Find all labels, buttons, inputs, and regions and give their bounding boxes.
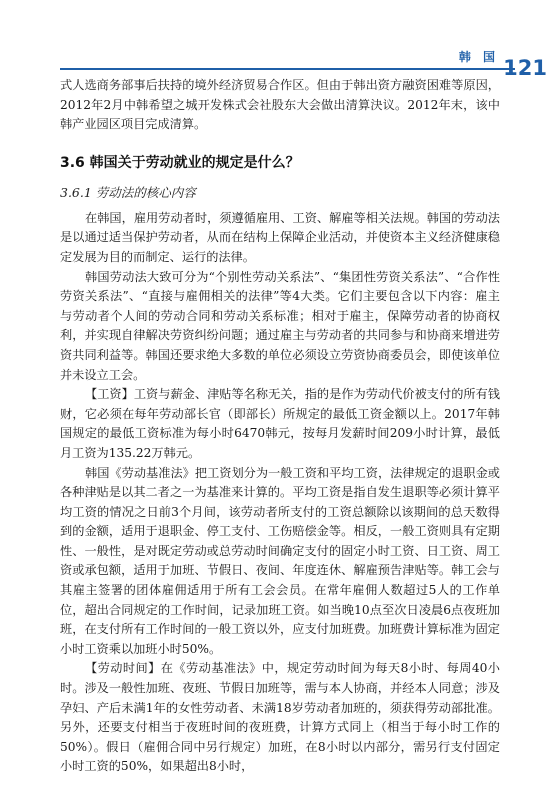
- paragraph-continued: 式人选商务部事后扶持的境外经济贸易合作区。但由于韩出资方融资困难等原因，2012年2月中韩希望之城开发株式会社股东大会做出清算決议。2012年末，该中韩产业园区项目完成清算。: [60, 78, 500, 132]
- header-rule: [60, 68, 515, 70]
- section-title: 3.6 韩国关于劳动就业的规定是什么？: [60, 154, 300, 171]
- page-body: [60, 76, 500, 777]
- running-header-country: 韩 国: [458, 50, 499, 64]
- paragraph-labor-standards-act: 韩国《劳动基准法》把工资划分为一般工资和平均工资，法律规定的退职金或各种津贴是以其二者之一为基准来计算的。平均工资是指自发生退职等必须计算平均工资的情况之日前3个月间，该劳动者所支付的工资总额除以该期间的总天数得到的金额，适用于退职金、停工支付、工伤赔偿金等。相反，一般工资则具有定期性、一般性，是对既定劳动或总劳动时间确定支付的固定小时工资、日工资、周工资或承包额，适用于加班、节假日、夜间、年度连休、解雇预告津贴等。韩工会与其雇主签署的团体雇佣适用于所有工会会员。在常年雇佣人数超过5人的工作单位，超出合同规定的工作时间，记录加班工资。如当晚10点至次日凌晨6点夜班加班，在支付所有工作时间的一般工资以外，应支付加班费。加班费计算标准为固定小时工资乘以加班小时50%。: [60, 465, 500, 656]
- subsection-title: 3.6.1 劳动法的核心内容: [60, 184, 196, 200]
- paragraph-wages: 【工资】工资与薪金、津贴等名称无关，指的是作为劳动代价被支付的所有钱财，它必须在每年劳动部长官（即部长）所规定的最低工资金额以上。2017年韩国规定的最低工资标准为每小时6470韩元，按每月发薪时间209小时计算，最低月工资为135.22万韩元。: [60, 387, 500, 460]
- paragraph-intro: 在韩国，雇用劳动者时，须遵循雇用、工资、解雇等相关法规。韩国的劳动法是以通过适当保护劳动者，从而在结构上保障企业活动，并使资本主义经济健康稳定发展为目的而制定、运行的法律。: [60, 210, 500, 264]
- page-number: 121: [503, 56, 547, 80]
- paragraph-categories: 韩国劳动法大致可分为“个别性劳动关系法”、“集团性劳资关系法”、“合作性劳资关系法”、“直接与雇佣相关的法律”等4大类。它们主要包含以下内容：雇主与劳动者个人间的劳动合同和劳动关系标准；相对于雇主，保障劳动者的协商权利，并实现自律解决劳资纠纷问题；通过雇主与劳动者的共同参与和协商来增进劳资共同利益等。韩国还要求绝大多数的单位必须设立劳资协商委员会，即使该单位并未设立工会。: [60, 269, 500, 382]
- page-header: [0, 0, 559, 80]
- paragraph-working-hours: 【劳动时间】在《劳动基准法》中，规定劳动时间为每天8小时、每周40小时。涉及一般性加班、夜班、节假日加班等，需与本人协商，并经本人同意；涉及孕妇、产后未满1年的女性劳动者、未满18岁劳动者加班的，须获得劳动部批准。另外，还要支付相当于夜班时间的夜班费，计算方式同上（相当于每小时工作的50%）。假日（雇佣合同中另行规定）加班，在8小时以内部分，需另行支付固定小时工资的50%，如果超出8小时，: [60, 661, 500, 774]
